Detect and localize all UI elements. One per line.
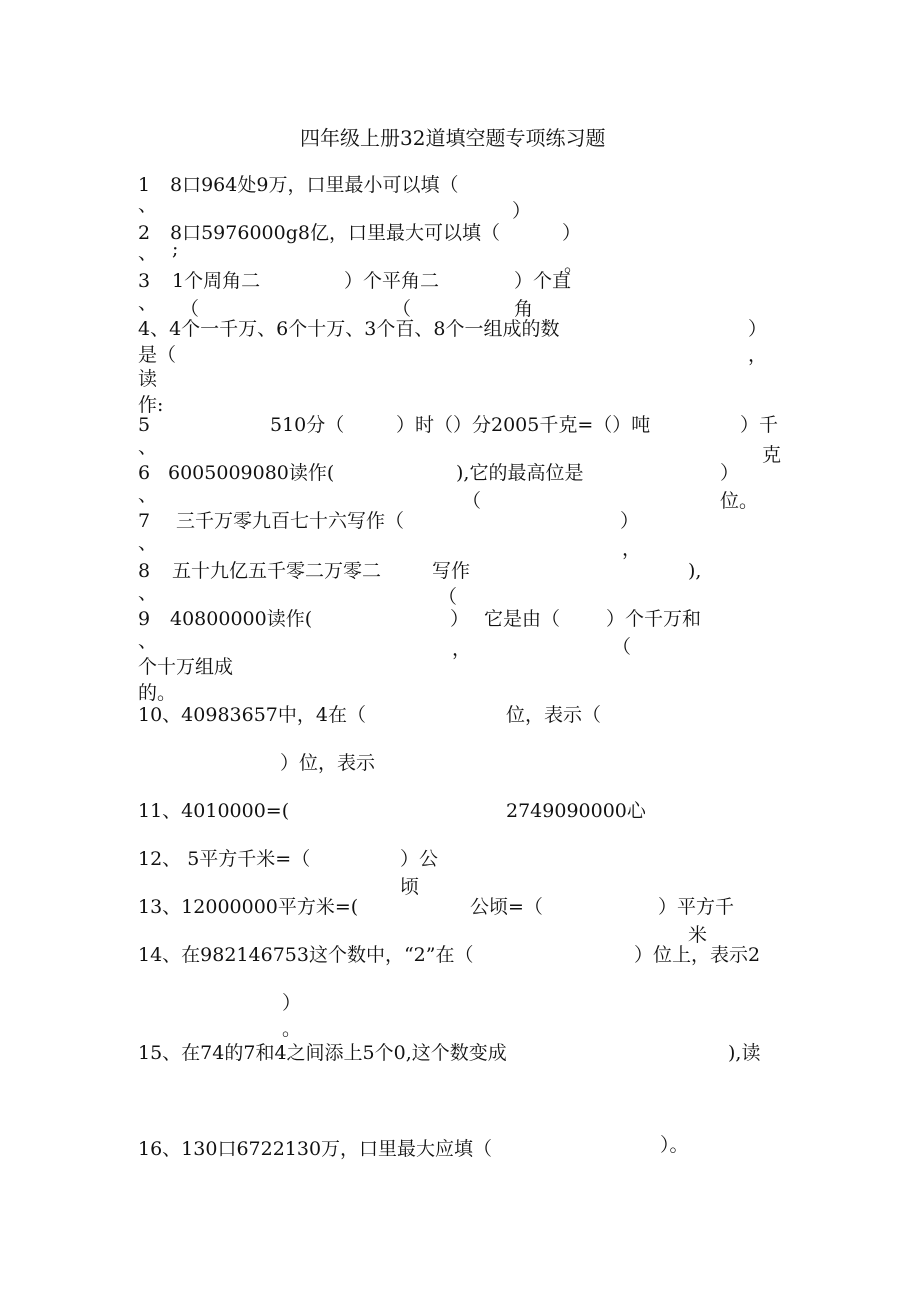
q4-read-2: 作: xyxy=(138,394,164,416)
q9-comma: ， xyxy=(452,638,472,660)
q3-dot: 。 xyxy=(564,254,584,276)
q5-text-b: ）时（）分2005千克=（）吨 xyxy=(396,414,651,436)
q10-text-b: 位，表示（ xyxy=(506,704,602,726)
q3-text-c: ）个直 xyxy=(514,270,572,292)
q5-separator: 、 xyxy=(138,436,158,458)
q10-text-a: 10、40983657中，4在（ xyxy=(138,704,366,726)
q8-close-paren: ), xyxy=(688,560,702,582)
q1-number: 1 xyxy=(138,174,151,196)
q4-comma: ， xyxy=(748,344,768,366)
q16-text-b: ）。 xyxy=(660,1134,689,1156)
q9-text-b: ） xyxy=(450,608,470,630)
q4-read-1: 读 xyxy=(138,368,158,390)
q1-close-paren: ） xyxy=(512,200,532,222)
q2-mark: ; xyxy=(172,238,179,260)
q6-unit: 位。 xyxy=(720,490,759,512)
q4-close-paren: ） xyxy=(748,318,768,340)
q7-number: 7 xyxy=(138,510,151,532)
q9-line3: 的。 xyxy=(138,682,177,704)
q8-open-paren: （ xyxy=(438,586,458,608)
q10-text-c: ）位，表示 xyxy=(280,752,376,774)
q13-text-b: 公顷=（ xyxy=(470,896,543,918)
q5-text-a: 510分（ xyxy=(270,414,345,436)
q2-close-paren: ） xyxy=(562,222,582,244)
q14-text-a: 14、在982146753这个数中，“2”在（ xyxy=(138,944,474,966)
q6-text-b: ),它的最高位是 xyxy=(456,462,584,484)
q5-number: 5 xyxy=(138,414,151,436)
q2-number: 2 xyxy=(138,222,151,244)
q7-separator: 、 xyxy=(138,532,158,554)
q7-text: 三千万零九百七十六写作（ xyxy=(176,510,405,532)
q6-number: 6 xyxy=(138,462,151,484)
q9-open-paren: （ xyxy=(612,636,632,658)
q1-separator: 、 xyxy=(138,194,158,216)
q5-text-c: ）千 xyxy=(740,414,779,436)
q4-text: 4、4个一千万、6个十万、3个百、8个一组成的数 xyxy=(138,318,560,340)
q7-close-paren: ） xyxy=(620,510,640,532)
q3-text-a: 1个周角二 xyxy=(172,270,261,292)
q3-text-d: 角 xyxy=(514,298,534,320)
q9-text-c: 它是由（ xyxy=(484,608,561,630)
q2-text: 8口5976000g8亿，口里最大可以填（ xyxy=(170,222,500,244)
q12-text-b: ）公 xyxy=(400,848,439,870)
q2-separator: 、 xyxy=(138,242,158,264)
q13-text-d: 米 xyxy=(688,924,708,946)
q13-text-a: 13、12000000平方米=( xyxy=(138,896,359,918)
q11-text-a: 11、4010000=( xyxy=(138,800,290,822)
q3-text-b: ）个平角二 xyxy=(344,270,440,292)
q9-separator: 、 xyxy=(138,630,158,652)
q3-open-paren-1: （ xyxy=(180,298,200,320)
q12-text-c: 顷 xyxy=(400,876,420,898)
q8-text-a: 五十九亿五千零二万零二 xyxy=(172,560,382,582)
q3-number: 3 xyxy=(138,270,151,292)
q3-open-paren-2: （ xyxy=(392,298,412,320)
q14-text-b: ）位上，表示2 xyxy=(634,944,761,966)
q6-text-a: 6005009080读作( xyxy=(168,462,335,484)
q3-separator: 、 xyxy=(138,292,158,314)
q16-text-a: 16、130口6722130万，口里最大应填（ xyxy=(138,1138,493,1160)
q8-separator: 、 xyxy=(138,582,158,604)
page-title: 四年级上册32道填空题专项练习题 xyxy=(300,126,606,150)
q7-comma: ， xyxy=(622,538,642,560)
q9-line2: 个十万组成 xyxy=(138,656,234,678)
q9-text-a: 40800000读作( xyxy=(170,608,313,630)
q6-separator: 、 xyxy=(138,484,158,506)
q13-text-c: ）平方千 xyxy=(658,896,735,918)
q6-close-paren: ） xyxy=(720,462,740,484)
q11-text-b: 2749090000心 xyxy=(506,800,646,822)
q8-number: 8 xyxy=(138,560,151,582)
q1-text: 8口964处9万，口里最小可以填（ xyxy=(170,174,459,196)
q6-open-paren: （ xyxy=(462,490,482,512)
q15-text-b: ),读 xyxy=(728,1042,761,1064)
q4-line2: 是（ xyxy=(138,344,177,366)
q9-text-d: ）个千万和 xyxy=(606,608,702,630)
q12-text-a: 12、 5平方千米=（ xyxy=(138,848,311,870)
q14-text-c: ） xyxy=(282,992,302,1014)
q9-number: 9 xyxy=(138,608,151,630)
q8-text-b: 写作 xyxy=(432,560,471,582)
q5-text-d: 克 xyxy=(762,444,782,466)
q14-text-d: 。 xyxy=(282,1018,302,1040)
q15-text-a: 15、在74的7和4之间添上5个0,这个数变成 xyxy=(138,1042,507,1064)
